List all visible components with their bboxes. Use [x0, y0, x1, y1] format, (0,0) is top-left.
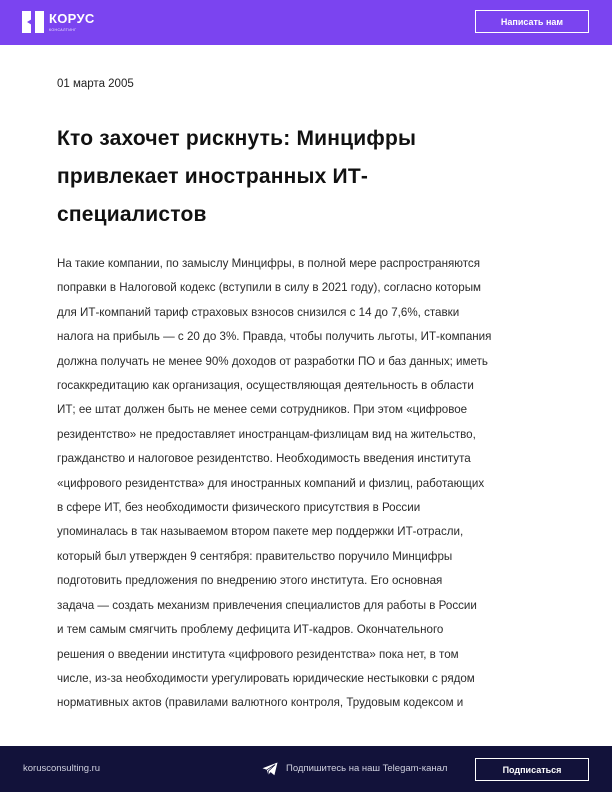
site-header [0, 0, 612, 45]
body-line: ИТ; ее штат должен быть не менее семи сотрудников. При этом «цифровое [57, 403, 468, 417]
body-line: для ИТ-компаний тариф страховых взносов снизился с 14 до 7,6%, ставки [57, 305, 460, 319]
body-line: должна получать не менее 90% доходов от разработки ПО и баз данных; иметь [57, 354, 488, 368]
body-line: налога на прибыль — с 20 до 3%. Правда, чтобы получить льготы, ИТ-компания [57, 330, 492, 344]
body-line: и тем самым смягчить проблему дефицита ИТ-кадров. Окончательного [57, 623, 444, 637]
korus-logo-icon [22, 11, 44, 33]
body-line: числе, из-за необходимости урегулировать юридические нестыковки с рядом [57, 671, 475, 685]
body-line: решения о введении института «цифрового резидентства» пока нет, в том [57, 647, 459, 661]
brand-name: КОРУС [49, 11, 95, 26]
body-line: поправки в Налоговой кодекс (вступили в силу в 2021 году), согласно которым [57, 281, 482, 295]
title-line: Кто захочет рискнуть: Минцифры [57, 127, 417, 150]
brand-subtitle: КОНСАЛТИНГ [49, 28, 77, 32]
footer-site-link[interactable]: korusconsulting.ru [23, 763, 101, 774]
body-line: в сфере ИТ, без необходимости физического присутствия в России [57, 501, 421, 515]
article-date: 01 марта 2005 [57, 78, 134, 90]
subscribe-button[interactable]: Подписаться [475, 758, 589, 781]
body-line: подготовить предложения по внедрению этого института. Его основная [57, 574, 443, 588]
write-to-us-button[interactable]: Написать нам [475, 10, 589, 33]
telegram-subscribe-text[interactable]: Подпишитесь на наш Telegam-канал [286, 763, 448, 774]
body-line: нормативных актов (правилами валютного контроля, Трудовым кодексом и [57, 696, 464, 710]
korus-logo[interactable] [22, 11, 95, 33]
body-line: гражданство и налоговое резидентство. Необходимость введения института [57, 452, 471, 466]
logo-text [49, 12, 95, 32]
body-line: госаккредитацию как организация, осуществляющая деятельность в области [57, 379, 474, 393]
body-line: На такие компании, по замыслу Минцифры, в полной мере распространяются [57, 257, 480, 270]
article-body [57, 252, 557, 716]
body-line: «цифрового резидентства» для иностранных компаний и физлиц, работающих [57, 476, 485, 490]
body-line: который был утвержден 9 сентября: правительство поручило Минцифры [57, 549, 453, 563]
telegram-icon[interactable] [262, 762, 278, 776]
article-title [57, 120, 527, 234]
title-line: специалистов [57, 203, 207, 226]
body-line: упоминалась в так называемом втором пакете мер поддержки ИТ-отрасли, [57, 525, 464, 539]
body-line: задача — создать механизм привлечения специалистов для работы в России [57, 598, 477, 612]
title-line: привлекает иностранных ИТ- [57, 165, 369, 188]
body-line: резидентство» не предоставляет иностранцам-физлицам вид на жительство, [57, 427, 476, 441]
